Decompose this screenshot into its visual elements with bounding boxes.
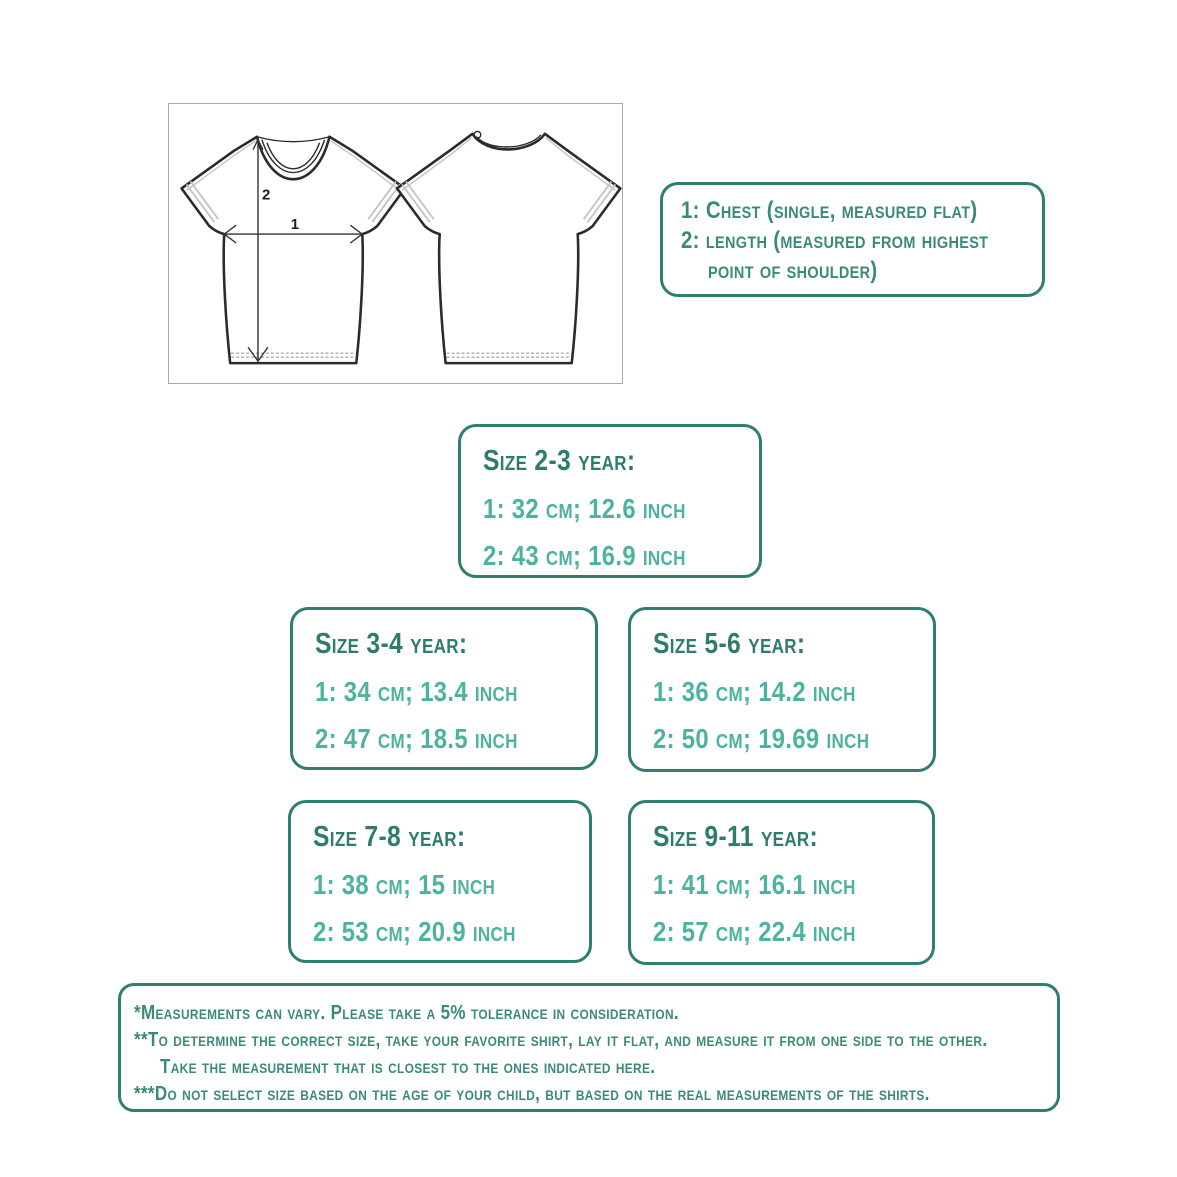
- legend-line-chest: 1: Chest (single, measured flat): [681, 197, 978, 224]
- legend-line-length-wrap: point of shoulder): [708, 257, 878, 284]
- size-chest-value: 1: 34 cm; 13.4 inch: [315, 676, 518, 707]
- size-length-value: 2: 57 cm; 22.4 inch: [653, 916, 856, 947]
- legend-box: [660, 182, 1045, 297]
- tshirt-sketch: [169, 104, 622, 383]
- size-title: Size 9-11 year:: [653, 821, 819, 853]
- size-box-2-3-year: [458, 424, 762, 578]
- notes-box: [118, 983, 1060, 1112]
- size-chest-value: 1: 41 cm; 16.1 inch: [653, 869, 856, 900]
- tshirt-diagram: [168, 103, 623, 384]
- size-length-value: 2: 53 cm; 20.9 inch: [313, 916, 516, 947]
- measurement-label-2: 2: [261, 187, 271, 204]
- size-title: Size 2-3 year:: [483, 445, 636, 477]
- note-how-to-measure-wrap: Take the measurement that is closest to the ones indicated here.: [160, 1056, 656, 1078]
- size-length-value: 2: 43 cm; 16.9 inch: [483, 540, 686, 571]
- size-title: Size 5-6 year:: [653, 628, 806, 660]
- tshirt-front-sketch: [182, 137, 405, 363]
- measurement-label-1: 1: [290, 217, 300, 234]
- note-tolerance: *Measurements can vary. Please take a 5% tolerance in consideration.: [134, 1002, 679, 1024]
- size-chest-value: 1: 36 cm; 14.2 inch: [653, 676, 856, 707]
- note-age-warning: ***Do not select size based on the age of your child, but based on the real measurements of the shirts.: [134, 1083, 930, 1105]
- size-title: Size 3-4 year:: [315, 628, 468, 660]
- size-box-9-11-year: [628, 800, 935, 965]
- tshirt-back-sketch: [397, 134, 620, 363]
- size-chest-value: 1: 32 cm; 12.6 inch: [483, 493, 686, 524]
- size-box-5-6-year: [628, 607, 936, 772]
- note-how-to-measure: **To determine the correct size, take your favorite shirt, lay it flat, and measure it from one side to the other.: [134, 1029, 988, 1051]
- size-box-7-8-year: [288, 800, 592, 963]
- size-length-value: 2: 50 cm; 19.69 inch: [653, 723, 870, 754]
- size-title: Size 7-8 year:: [313, 821, 466, 853]
- size-box-3-4-year: [290, 607, 598, 770]
- legend-line-length: 2: length (measured from highest: [681, 227, 989, 254]
- size-chest-value: 1: 38 cm; 15 inch: [313, 869, 496, 900]
- size-length-value: 2: 47 cm; 18.5 inch: [315, 723, 518, 754]
